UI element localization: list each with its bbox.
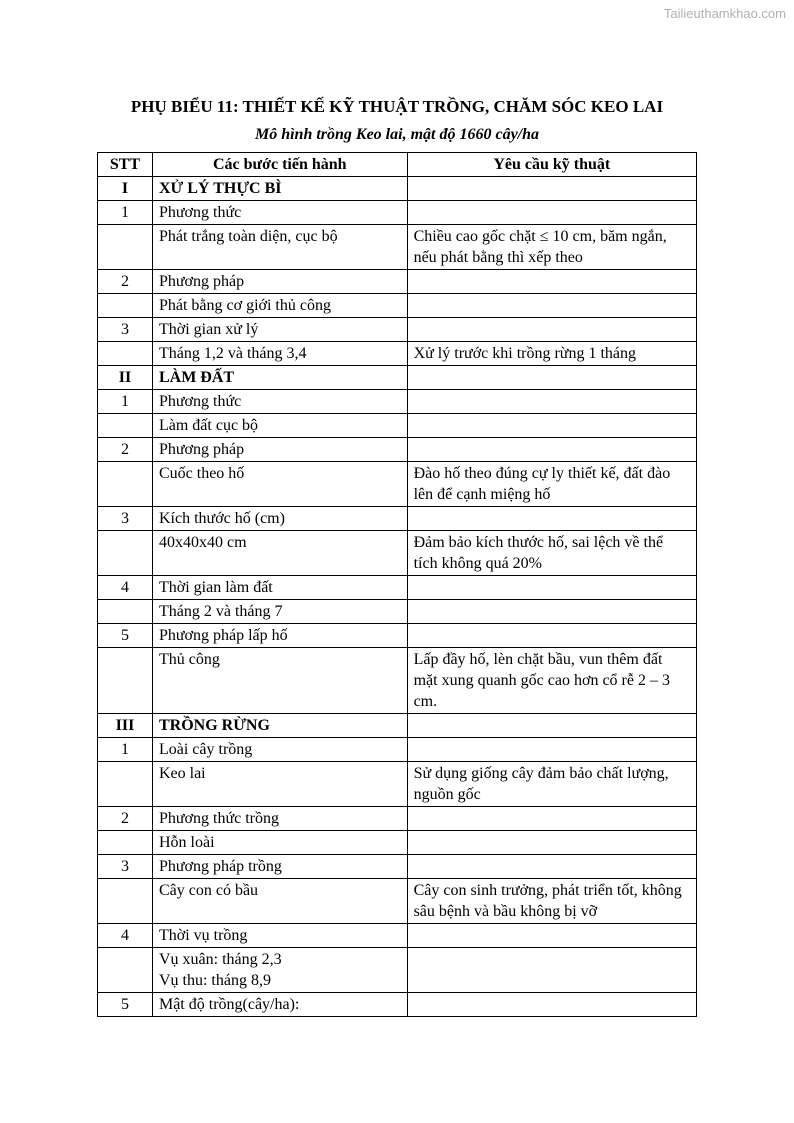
row-requirement xyxy=(407,831,696,855)
row-requirement xyxy=(407,366,696,390)
table-row xyxy=(98,624,697,648)
header-requirements: Yêu cầu kỹ thuật xyxy=(407,153,696,177)
row-step: Phương thức xyxy=(152,390,407,414)
row-step: Phương pháp lấp hố xyxy=(152,624,407,648)
row-stt xyxy=(98,462,153,507)
row-step: Phương thức trồng xyxy=(152,807,407,831)
row-stt xyxy=(98,225,153,270)
row-step: Phát bằng cơ giới thủ công xyxy=(152,294,407,318)
row-stt: 2 xyxy=(98,270,153,294)
row-step: Thời vụ trồng xyxy=(152,924,407,948)
technical-design-table xyxy=(97,152,697,1017)
row-requirement xyxy=(407,714,696,738)
table-row xyxy=(98,714,697,738)
row-stt: 4 xyxy=(98,576,153,600)
table-row xyxy=(98,177,697,201)
row-step: Làm đất cục bộ xyxy=(152,414,407,438)
row-step: Thủ công xyxy=(152,648,407,714)
row-stt: 4 xyxy=(98,924,153,948)
row-requirement xyxy=(407,600,696,624)
row-requirement xyxy=(407,738,696,762)
row-stt: 5 xyxy=(98,624,153,648)
row-stt xyxy=(98,879,153,924)
row-step-line: Vụ thu: tháng 8,9 xyxy=(158,972,271,989)
page-title: PHỤ BIỂU 11: THIẾT KẾ KỸ THUẬT TRỒNG, CHĂM SÓC KEO LAI xyxy=(130,97,664,116)
row-stt: II xyxy=(98,366,153,390)
row-requirement: Sử dụng giống cây đảm bảo chất lượng, nguồn gốc xyxy=(407,762,696,807)
row-stt xyxy=(98,600,153,624)
row-stt: I xyxy=(98,177,153,201)
row-stt xyxy=(98,342,153,366)
table-header-row xyxy=(98,153,697,177)
row-requirement: Xử lý trước khi trồng rừng 1 tháng xyxy=(407,342,696,366)
row-step: Phương pháp xyxy=(152,270,407,294)
row-step: XỬ LÝ THỰC BÌ xyxy=(152,177,407,201)
row-requirement xyxy=(407,438,696,462)
row-step: LÀM ĐẤT xyxy=(152,366,407,390)
table-row xyxy=(98,924,697,948)
row-stt xyxy=(98,531,153,576)
row-stt xyxy=(98,762,153,807)
table-row xyxy=(98,879,697,924)
row-requirement xyxy=(407,177,696,201)
table-row xyxy=(98,600,697,624)
table-row xyxy=(98,738,697,762)
table-row xyxy=(98,531,697,576)
row-step: Phát trắng toàn diện, cục bộ xyxy=(152,225,407,270)
row-requirement xyxy=(407,807,696,831)
row-stt xyxy=(98,294,153,318)
table-row xyxy=(98,807,697,831)
table-row xyxy=(98,438,697,462)
row-stt: 5 xyxy=(98,993,153,1017)
row-step: Cây con có bầu xyxy=(152,879,407,924)
row-step: Kích thước hố (cm) xyxy=(152,507,407,531)
table-row xyxy=(98,342,697,366)
table-row xyxy=(98,576,697,600)
row-requirement xyxy=(407,924,696,948)
row-stt xyxy=(98,414,153,438)
row-step: Phương pháp trồng xyxy=(152,855,407,879)
table-row xyxy=(98,294,697,318)
table-row xyxy=(98,270,697,294)
row-requirement xyxy=(407,318,696,342)
row-requirement xyxy=(407,201,696,225)
table-row xyxy=(98,366,697,390)
row-stt: 3 xyxy=(98,855,153,879)
header-steps: Các bước tiến hành xyxy=(152,153,407,177)
row-stt: 3 xyxy=(98,318,153,342)
row-requirement xyxy=(407,624,696,648)
row-requirement xyxy=(407,414,696,438)
row-stt: 1 xyxy=(98,390,153,414)
row-step: Thời gian làm đất xyxy=(152,576,407,600)
row-step: 40x40x40 cm xyxy=(152,531,407,576)
row-step: Keo lai xyxy=(152,762,407,807)
row-step: Cuốc theo hố xyxy=(152,462,407,507)
row-stt: 2 xyxy=(98,438,153,462)
header-stt: STT xyxy=(98,153,153,177)
row-requirement: Cây con sinh trưởng, phát triển tốt, không sâu bệnh và bầu không bị vỡ xyxy=(407,879,696,924)
row-requirement xyxy=(407,576,696,600)
row-requirement: Chiều cao gốc chặt ≤ 10 cm, băm ngắn, nếu phát bằng thì xếp theo xyxy=(407,225,696,270)
table-row xyxy=(98,462,697,507)
row-step-line: Vụ xuân: tháng 2,3 xyxy=(158,951,282,968)
row-requirement: Đào hố theo đúng cự ly thiết kế, đất đào lên để cạnh miệng hố xyxy=(407,462,696,507)
table-row xyxy=(98,855,697,879)
row-requirement xyxy=(407,993,696,1017)
row-stt: 3 xyxy=(98,507,153,531)
table-row xyxy=(98,507,697,531)
row-requirement xyxy=(407,294,696,318)
row-stt: III xyxy=(98,714,153,738)
row-step: Tháng 2 và tháng 7 xyxy=(152,600,407,624)
row-requirement xyxy=(407,270,696,294)
table-row xyxy=(98,414,697,438)
row-step: Loài cây trồng xyxy=(152,738,407,762)
row-step: Phương thức xyxy=(152,201,407,225)
page-subtitle: Mô hình trồng Keo lai, mật độ 1660 cây/ha xyxy=(254,126,540,143)
row-requirement xyxy=(407,855,696,879)
row-stt: 2 xyxy=(98,807,153,831)
row-step: TRỒNG RỪNG xyxy=(152,714,407,738)
row-stt xyxy=(98,948,153,993)
row-requirement: Đảm bảo kích thước hố, sai lệch về thể tích không quá 20% xyxy=(407,531,696,576)
row-requirement xyxy=(407,390,696,414)
row-requirement xyxy=(407,507,696,531)
row-stt: 1 xyxy=(98,201,153,225)
table-row xyxy=(98,390,697,414)
row-step: Tháng 1,2 và tháng 3,4 xyxy=(152,342,407,366)
row-stt: 1 xyxy=(98,738,153,762)
row-step: Mật độ trồng(cây/ha): xyxy=(152,993,407,1017)
row-stt xyxy=(98,831,153,855)
row-stt xyxy=(98,648,153,714)
row-step xyxy=(152,948,407,993)
table-row xyxy=(98,225,697,270)
table-row xyxy=(98,993,697,1017)
table-row xyxy=(98,201,697,225)
watermark: Tailieuthamkhao.com xyxy=(663,6,786,21)
table-row xyxy=(98,762,697,807)
row-requirement xyxy=(407,948,696,993)
table-row xyxy=(98,831,697,855)
row-step: Thời gian xử lý xyxy=(152,318,407,342)
table-row xyxy=(98,948,697,993)
row-step: Phương pháp xyxy=(152,438,407,462)
table-row xyxy=(98,318,697,342)
row-step: Hỗn loài xyxy=(152,831,407,855)
row-requirement: Lấp đầy hố, lèn chặt bầu, vun thêm đất mặt xung quanh gốc cao hơn cổ rễ 2 – 3 cm. xyxy=(407,648,696,714)
table-row xyxy=(98,648,697,714)
table-body xyxy=(98,177,697,1017)
